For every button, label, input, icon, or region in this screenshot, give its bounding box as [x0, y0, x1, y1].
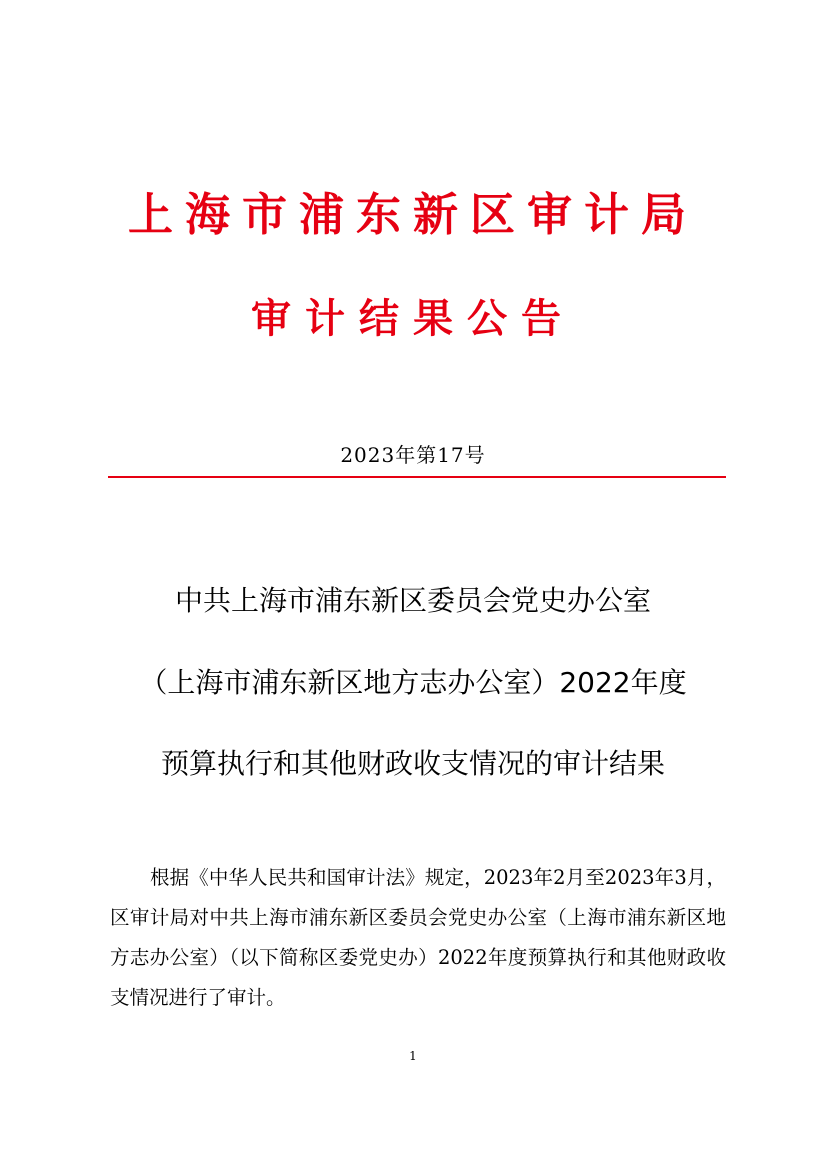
report-title-line-3: 预算执行和其他财政收支情况的审计结果: [160, 747, 665, 780]
report-title-line-1: 中共上海市浦东新区委员会党史办公室: [174, 584, 651, 617]
page-number: 1: [409, 1049, 417, 1063]
report-title-line-2: （上海市浦东新区地方志办公室）2022年度: [139, 666, 687, 699]
red-divider: [108, 476, 726, 478]
document-number: 2023年第17号: [340, 443, 486, 467]
agency-title: 上海市浦东新区审计局: [127, 188, 698, 241]
announcement-title: 审计结果公告: [251, 296, 575, 342]
body-paragraph: 根据《中华人民共和国审计法》规定，2023年2月至2023年3月，区审计局对中共上海市浦东新区委员会党史办公室（上海市浦东新区地方志办公室）（以下简称区委党史办）2022年度预算执行和其他财政收支情况进行了审计。: [110, 866, 726, 1009]
